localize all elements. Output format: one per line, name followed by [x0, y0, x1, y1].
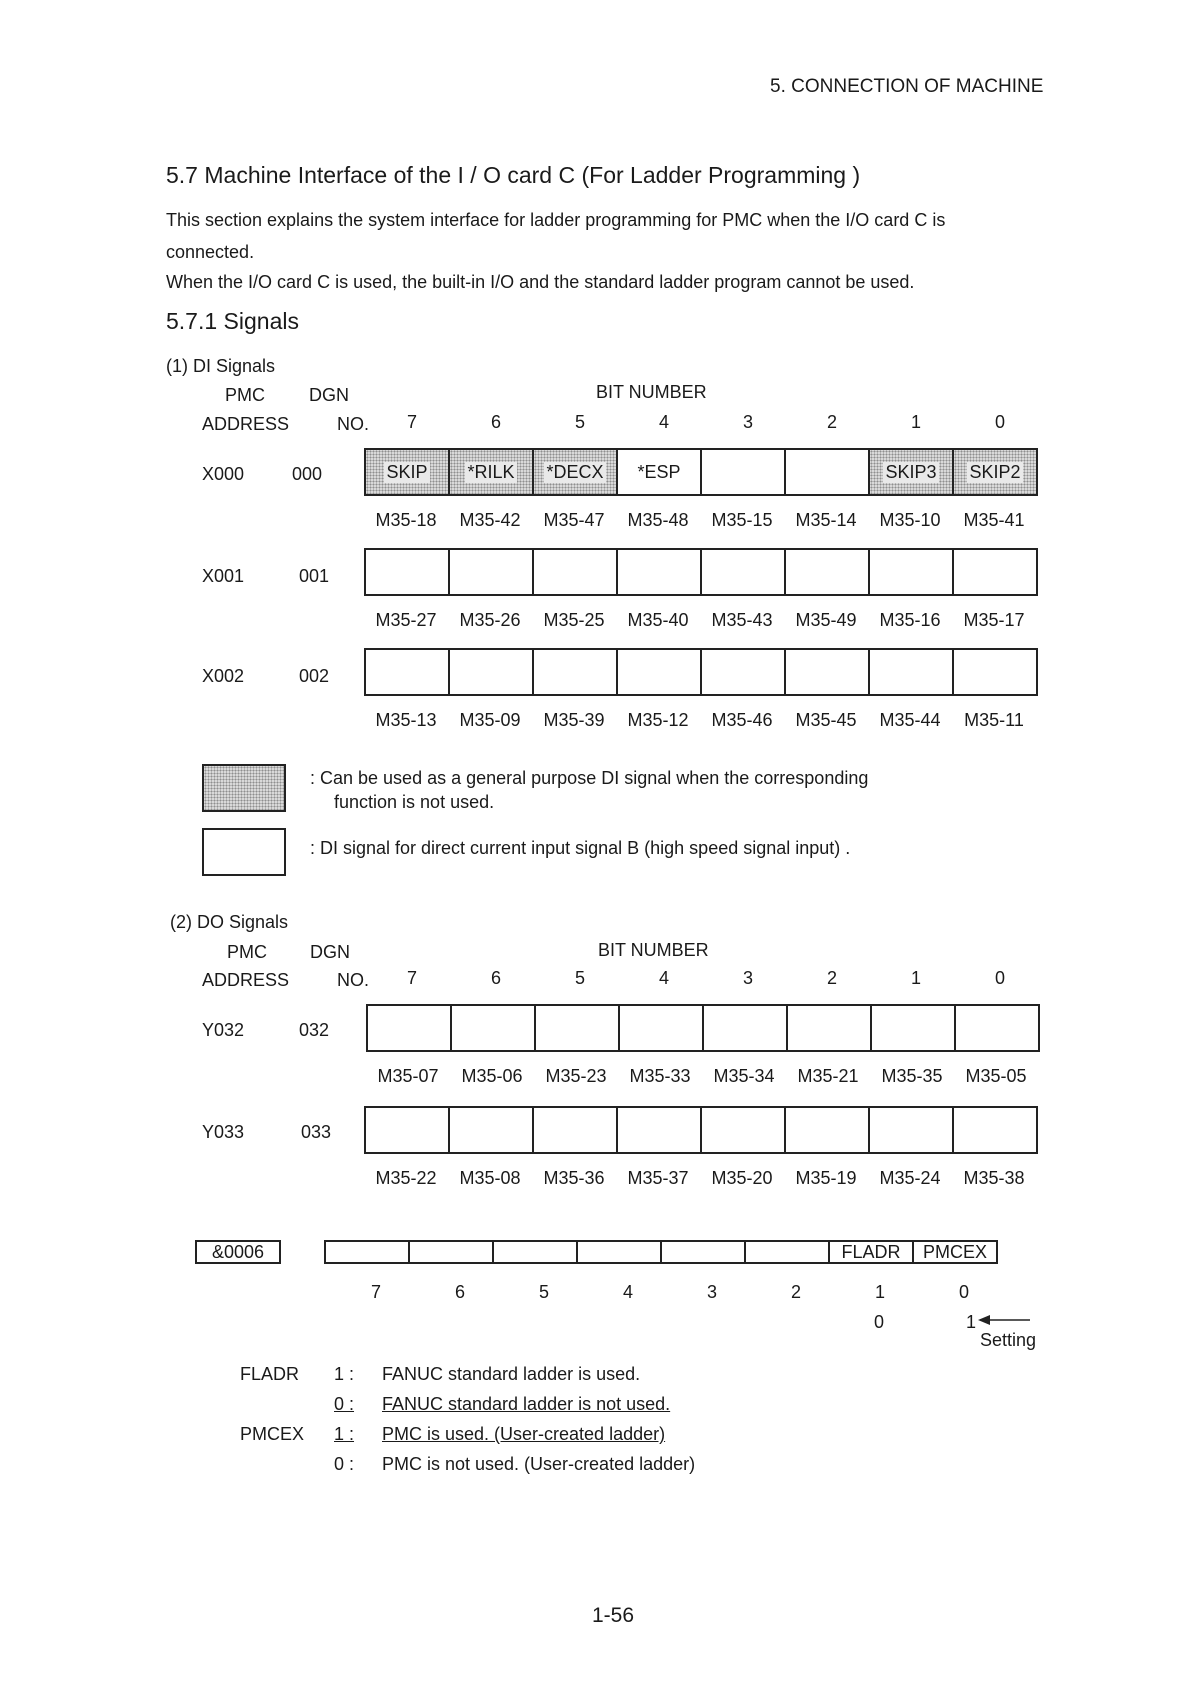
setting-arrow-icon	[976, 1312, 1032, 1328]
pin-label: M35-23	[545, 1066, 607, 1086]
bit-label: 7	[370, 1282, 381, 1302]
signal-cell	[786, 648, 870, 696]
bit-label: 4	[622, 1282, 633, 1302]
pin-label: M35-19	[795, 1168, 857, 1188]
signal-cell	[618, 548, 702, 596]
param-number-box: &0006	[195, 1240, 281, 1264]
di-bit-number: BIT NUMBER	[596, 382, 707, 402]
di-row-address: X000	[202, 464, 245, 484]
pin-label: M35-17	[963, 610, 1025, 630]
bit-label: 3	[742, 968, 753, 988]
bit-label: 2	[790, 1282, 801, 1302]
bit-label: 6	[490, 412, 501, 432]
pin-label: M35-41	[963, 510, 1025, 530]
signal-cell	[536, 1004, 620, 1052]
pin-label: M35-49	[795, 610, 857, 630]
param-cell	[494, 1240, 578, 1264]
di-row-dgn: 001	[299, 566, 330, 586]
signal-cell: *DECX	[534, 448, 618, 496]
bit-label: 2	[826, 968, 837, 988]
do-row-y032	[366, 1004, 1040, 1052]
signal-cell	[954, 1106, 1038, 1154]
pin-label: M35-18	[375, 510, 437, 530]
signal-cell: *ESP	[618, 448, 702, 496]
setting-label: Setting	[980, 1330, 1037, 1350]
signal-cell	[702, 448, 786, 496]
bit-label: 3	[742, 412, 753, 432]
signal-cell	[366, 648, 450, 696]
pin-label: M35-22	[375, 1168, 437, 1188]
param-cell	[746, 1240, 830, 1264]
do-col-dgn: DGN	[310, 942, 350, 962]
pin-label: M35-07	[377, 1066, 439, 1086]
legend-plain-swatch	[202, 828, 286, 876]
signal-cell	[368, 1004, 452, 1052]
pin-label: M35-06	[461, 1066, 523, 1086]
signal-cell: SKIP	[366, 448, 450, 496]
signal-cell	[450, 648, 534, 696]
do-row-address: Y033	[202, 1122, 245, 1142]
signal-cell	[702, 648, 786, 696]
pin-label: M35-20	[711, 1168, 773, 1188]
legend-plain-text: : DI signal for direct current input signal B (high speed signal input) .	[310, 838, 851, 858]
pin-label: M35-44	[879, 710, 941, 730]
signal-cell	[366, 1106, 450, 1154]
signal-cell	[954, 648, 1038, 696]
signal-cell	[870, 1106, 954, 1154]
pin-label: M35-48	[627, 510, 689, 530]
pin-label: M35-24	[879, 1168, 941, 1188]
signal-cell	[954, 548, 1038, 596]
signal-cell	[620, 1004, 704, 1052]
di-pin-labels	[364, 710, 1036, 731]
bit-label: 4	[658, 412, 669, 432]
bit-label: 6	[454, 1282, 465, 1302]
do-row-dgn: 032	[299, 1020, 330, 1040]
pin-label: M35-37	[627, 1168, 689, 1188]
di-col-dgn: DGN	[309, 385, 349, 405]
do-row-address: Y032	[202, 1020, 245, 1040]
def-code: 0 :	[334, 1394, 355, 1414]
signal-cell: SKIP2	[954, 448, 1038, 496]
param-cell	[326, 1240, 410, 1264]
di-row-dgn: 000	[292, 464, 323, 484]
di-pin-labels	[364, 510, 1036, 531]
bit-label: 3	[706, 1282, 717, 1302]
signal-cell	[618, 1106, 702, 1154]
pin-label: M35-13	[375, 710, 437, 730]
signal-cell	[534, 648, 618, 696]
bit-label: 2	[826, 412, 837, 432]
do-row-dgn: 033	[301, 1122, 332, 1142]
signal-cell	[702, 548, 786, 596]
di-col-address: ADDRESS	[202, 414, 290, 434]
do-row-y033	[364, 1106, 1038, 1154]
bit-label: 1	[874, 1282, 885, 1302]
def-name-fladr: FLADR	[240, 1364, 300, 1384]
section-title: 5.7 Machine Interface of the I / O card C (For Ladder Programming )	[166, 162, 861, 188]
pin-label: M35-16	[879, 610, 941, 630]
pin-label: M35-11	[964, 710, 1024, 730]
di-col-pmc: PMC	[225, 385, 265, 405]
pin-label: M35-15	[711, 510, 773, 530]
pin-label: M35-26	[459, 610, 521, 630]
pin-label: M35-25	[543, 610, 605, 630]
signal-cell	[450, 1106, 534, 1154]
pin-label: M35-47	[543, 510, 605, 530]
do-pin-labels	[366, 1066, 1038, 1087]
param-cell	[578, 1240, 662, 1264]
def-text: PMC is used. (User-created ladder)	[382, 1424, 666, 1444]
signal-cell	[786, 1106, 870, 1154]
pin-label: M35-05	[965, 1066, 1027, 1086]
pin-label: M35-39	[543, 710, 605, 730]
signal-cell	[618, 648, 702, 696]
def-name-pmcex: PMCEX	[240, 1424, 305, 1444]
legend-shaded-text: : Can be used as a general purpose DI signal when the corresponding	[310, 768, 869, 788]
di-row-address: X002	[202, 666, 245, 686]
signal-cell	[452, 1004, 536, 1052]
do-col-no: NO.	[337, 970, 370, 990]
bit-label: 1	[910, 412, 921, 432]
signal-cell: *RILK	[450, 448, 534, 496]
bit-label: 7	[406, 412, 417, 432]
pin-label: M35-27	[375, 610, 437, 630]
setting-value-pmcex: 1	[966, 1312, 977, 1332]
bit-label: 7	[406, 968, 417, 988]
pin-label: M35-40	[627, 610, 689, 630]
do-col-pmc: PMC	[227, 942, 267, 962]
pin-label: M35-34	[713, 1066, 775, 1086]
intro-line-2: connected.	[166, 242, 255, 262]
signal-cell: SKIP3	[870, 448, 954, 496]
pin-label: M35-45	[795, 710, 857, 730]
param-cell-fladr: FLADR	[830, 1240, 914, 1264]
pin-label: M35-09	[459, 710, 521, 730]
bit-label: 4	[658, 968, 669, 988]
signal-cell	[870, 548, 954, 596]
param-row	[324, 1240, 998, 1264]
signal-cell	[702, 1106, 786, 1154]
signal-cell	[366, 548, 450, 596]
bit-label: 0	[958, 1282, 969, 1302]
do-col-address: ADDRESS	[202, 970, 290, 990]
bit-label: 0	[994, 968, 1005, 988]
signal-cell	[786, 548, 870, 596]
intro-line-3: When the I/O card C is used, the built-in I/O and the standard ladder program cannot be used.	[166, 272, 915, 292]
signal-cell	[786, 448, 870, 496]
bit-label: 0	[994, 412, 1005, 432]
intro-line-1: This section explains the system interface for ladder programming for PMC when the I/O card C is	[166, 210, 946, 230]
page-number: 1-56	[592, 1604, 635, 1627]
setting-value-fladr: 0	[874, 1312, 885, 1332]
pin-label: M35-36	[543, 1168, 605, 1188]
pin-label: M35-10	[879, 510, 941, 530]
pin-label: M35-42	[459, 510, 521, 530]
def-text: FANUC standard ladder is not used.	[382, 1394, 671, 1414]
di-row-x000	[364, 448, 1038, 496]
di-pin-labels	[364, 610, 1036, 631]
bit-label: 5	[574, 968, 585, 988]
pin-label: M35-12	[627, 710, 689, 730]
signal-cell	[870, 648, 954, 696]
param-cell-pmcex: PMCEX	[914, 1240, 998, 1264]
def-text: FANUC standard ladder is used.	[382, 1364, 641, 1384]
param-cell	[410, 1240, 494, 1264]
do-heading: (2) DO Signals	[170, 912, 289, 932]
pin-label: M35-38	[963, 1168, 1025, 1188]
pin-label: M35-35	[881, 1066, 943, 1086]
bit-label: 1	[910, 968, 921, 988]
chapter-header: 5. CONNECTION OF MACHINE	[770, 76, 1044, 97]
di-heading: (1) DI Signals	[166, 356, 276, 376]
di-row-address: X001	[202, 566, 245, 586]
def-text: PMC is not used. (User-created ladder)	[382, 1454, 696, 1474]
pin-label: M35-14	[795, 510, 857, 530]
do-bit-number: BIT NUMBER	[598, 940, 709, 960]
di-row-x002	[364, 648, 1038, 696]
bit-label: 6	[490, 968, 501, 988]
def-code: 1 :	[334, 1364, 355, 1384]
bit-label: 5	[538, 1282, 549, 1302]
legend-shaded-swatch	[202, 764, 286, 812]
bit-label: 5	[574, 412, 585, 432]
di-col-no: NO.	[337, 414, 370, 434]
pin-label: M35-46	[711, 710, 773, 730]
signal-cell	[872, 1004, 956, 1052]
param-cell	[662, 1240, 746, 1264]
signal-cell	[534, 548, 618, 596]
pin-label: M35-21	[797, 1066, 859, 1086]
do-pin-labels	[364, 1168, 1036, 1189]
def-code: 0 :	[334, 1454, 355, 1474]
di-row-x001	[364, 548, 1038, 596]
signal-cell	[704, 1004, 788, 1052]
signal-cell	[788, 1004, 872, 1052]
pin-label: M35-08	[459, 1168, 521, 1188]
subsection-title: 5.7.1 Signals	[166, 308, 299, 334]
legend-shaded-text-2: function is not used.	[334, 792, 495, 812]
di-row-dgn: 002	[299, 666, 330, 686]
signal-cell	[450, 548, 534, 596]
signal-cell	[956, 1004, 1040, 1052]
pin-label: M35-43	[711, 610, 773, 630]
pin-label: M35-33	[629, 1066, 691, 1086]
def-code: 1 :	[334, 1424, 355, 1444]
signal-cell	[534, 1106, 618, 1154]
